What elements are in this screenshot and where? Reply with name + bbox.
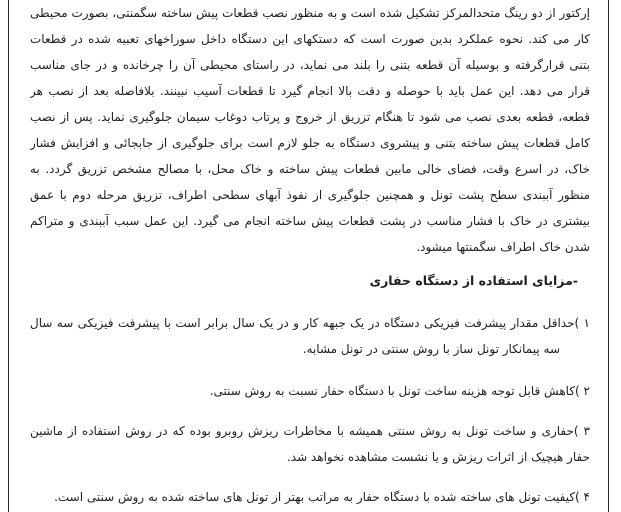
text-line: بیشتری در خاک با فشار مناسب در پشت قطعات پیش ساخته انجام می گیرد. این عمل سبب آببندی و متراکم <box>30 214 590 228</box>
text-line: ۳ )حفاری و ساخت تونل به روش سنتی همیشه با مخاطرات ریزش روبرو بوده که در روش استفاده از ماشین <box>30 424 590 438</box>
text-line: إرکتور از دو رینگ متحدالمرکز تشکیل شده است و به منظور نصب قطعات پیش ساخته سگمنتی، بصورت محیطی <box>30 6 590 20</box>
list-item-1 <box>30 310 590 362</box>
text-boundary-left-line <box>8 0 9 512</box>
text-line: کامل قطعات پیش ساخته بتنی و پیشروی دستگاه به جلو لازم است برای جلوگیری از جابجائی و افزایش فشار <box>30 136 590 150</box>
text-line: قرار می دهد. این عمل باید با حوصله و دقت بالا انجام گیرد تا قطعات آسیب نبینند. بلافاصله بعد از نصب هر <box>30 84 590 98</box>
text-line: قطعه، قطعه بعدی نصب می شود تا هنگام تزریق از خروج و پرتاب دوغاب سیمان جلوگیری نماید. پس از نصب <box>30 110 590 124</box>
text-line: خاک، در اسرع وقت، فضای خالی مابین قطعات پیش ساخته و خاک محل، با مصالح مشخص تزریق گردد. به <box>30 162 590 176</box>
text-line: کار می کند. نحوه عملکرد بدین صورت است که دستکهای این دستگاه داخل سوراخهای تعبیه شده در قطعات <box>30 32 590 46</box>
text-line: ۱ )حداقل مقدار پیشرفت فیزیکی دستگاه در یک جبهه کار و در یک سال برابر است با پیشرفت فیزیکی سه سال <box>30 316 590 330</box>
text-line: حفار هیچیک از اثرات ریزش و یا نشست مشاهده نخواهد شد. <box>286 450 590 464</box>
text-line: شدن خاک اطراف سگمنتها میشود. <box>416 240 590 254</box>
body-paragraph <box>30 0 590 260</box>
list-item-4 <box>30 484 590 510</box>
text-line: ۴ )کیفیت تونل های ساخته شده با دستگاه حفار به مراتب بهتر از تونل های ساخته شده به روش سنتی است. <box>54 490 590 504</box>
text-line: منظور آببندی سطح پشت تونل و همچنین جلوگیری از نفوذ آبهای سطحی اطراف، تزریق مرحله دوم با عمق <box>30 188 590 202</box>
document-content <box>30 0 590 510</box>
list-item-2 <box>30 378 590 404</box>
list-item-3 <box>30 418 590 470</box>
section-heading: -مزایای استفاده از دستگاه حفاری <box>369 273 578 288</box>
text-boundary-right-line <box>608 0 609 512</box>
text-line: سه پیمانکار تونل ساز با روش سنتی در تونل مشابه. <box>302 342 560 356</box>
text-line: ۲ )کاهش قابل توجه هزینه ساخت تونل با دستگاه حفار نسبت به روش سنتی. <box>209 384 590 398</box>
text-line: بتنی قرارگرفته و بوسیله آن قطعه بتنی را بلند می نماید، در راستای محیطی آن را چرخانده و در جای مناسب <box>30 58 590 72</box>
